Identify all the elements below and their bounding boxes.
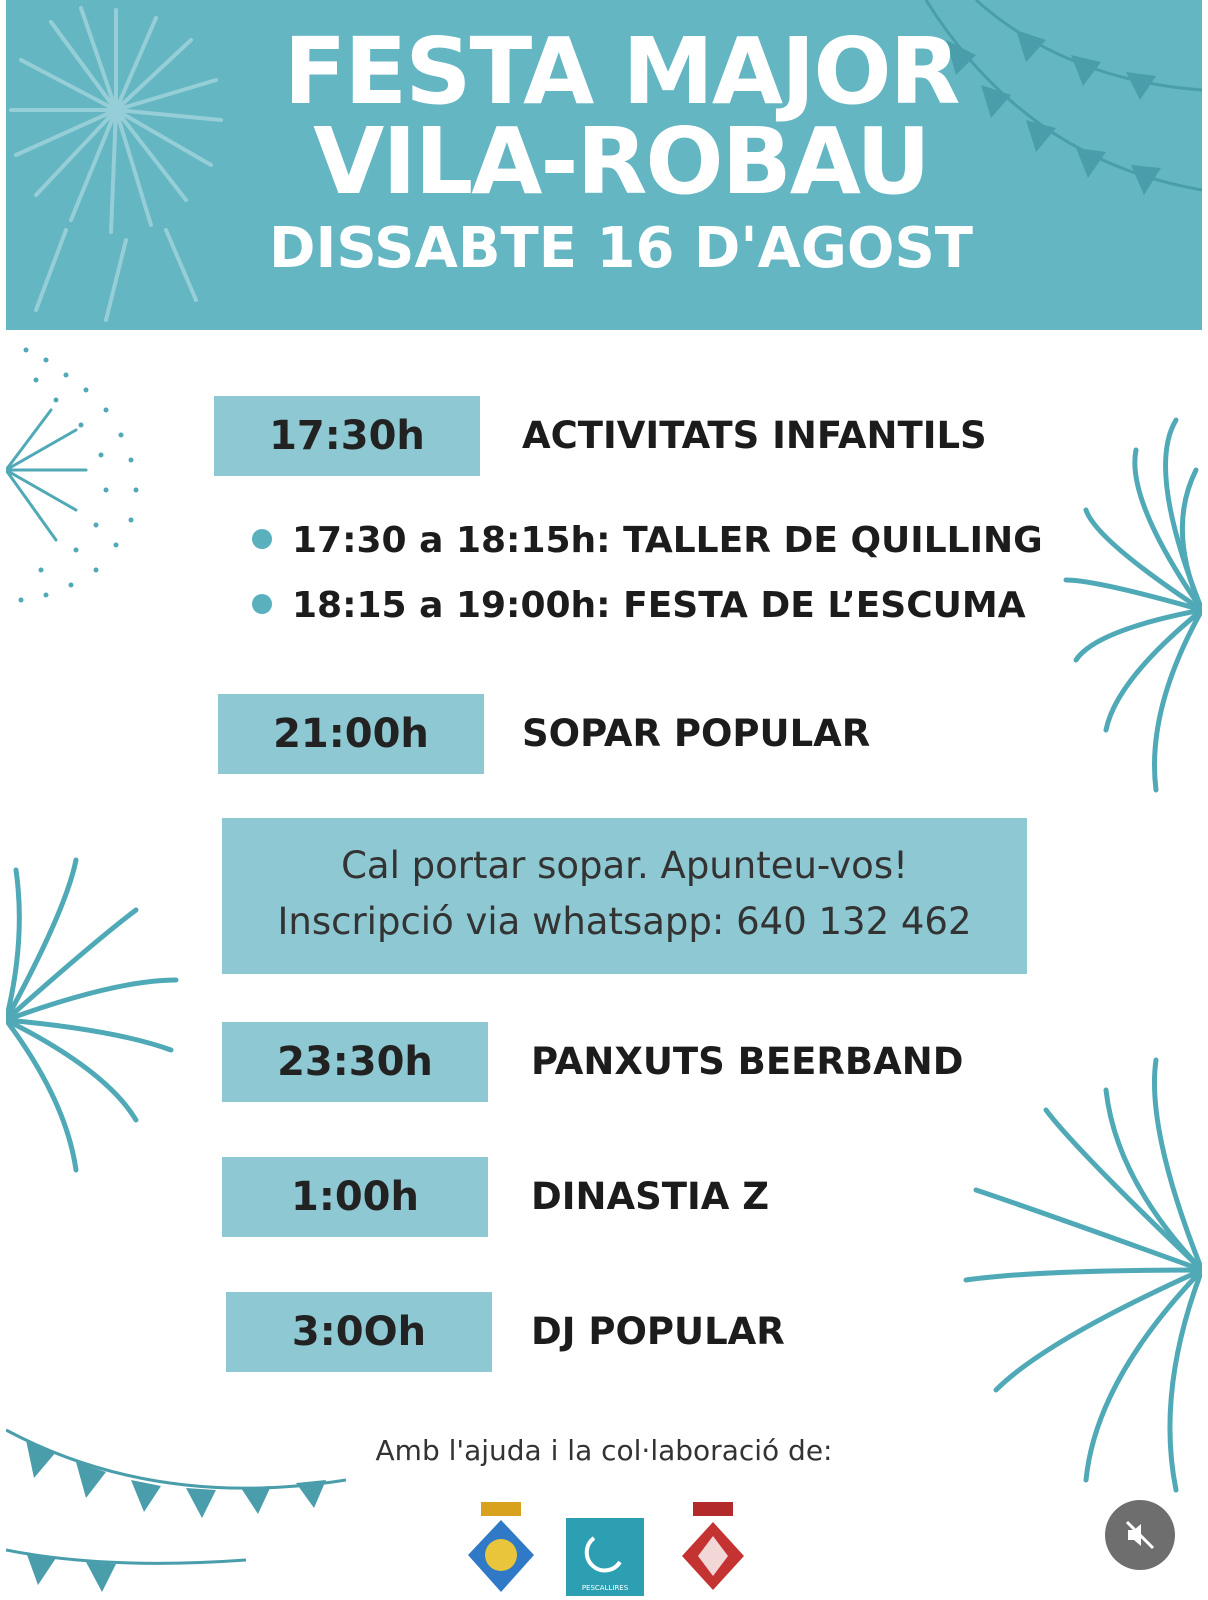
info-line-1: Cal portar sopar. Apunteu-vos!	[341, 844, 908, 887]
mute-button[interactable]	[1105, 1500, 1175, 1570]
activity-label: DJ POPULAR	[531, 1310, 785, 1353]
fishing-club-logo-icon	[566, 1518, 644, 1596]
bunting-icon	[6, 1400, 356, 1600]
sub-activity-text: 18:15 a 19:00h: FESTA DE L’ESCUMA	[292, 585, 1026, 626]
title-line-2: VILA-ROBAU	[313, 108, 929, 215]
poster	[6, 0, 1202, 1600]
coat-of-arms-icon	[678, 1500, 748, 1595]
info-box	[222, 818, 1027, 974]
sub-activity-text: 17:30 a 18:15h: TALLER DE QUILLING	[292, 520, 1043, 561]
coat-of-arms-icon	[466, 1500, 536, 1595]
activity-label: DINASTIA Z	[531, 1175, 770, 1218]
activity-label: PANXUTS BEERBAND	[531, 1040, 964, 1083]
time-box: 21:00h	[218, 694, 484, 774]
firework-icon	[6, 330, 156, 620]
sponsors-caption: Amb l'ajuda i la col·laboració de:	[375, 1434, 833, 1467]
firework-icon	[956, 1050, 1202, 1500]
time-box: 17:30h	[214, 396, 480, 476]
event-date: DISSABTE 16 D'AGOST	[269, 216, 973, 281]
sub-activity-item	[252, 585, 1026, 626]
fishing-club-logo-label: PESCALLIRES	[581, 1584, 629, 1592]
title-line-1: FESTA MAJOR	[283, 18, 959, 125]
bullet-dot-icon	[252, 594, 272, 614]
time-box: 23:30h	[222, 1022, 488, 1102]
activity-label: ACTIVITATS INFANTILS	[522, 414, 987, 457]
bullet-dot-icon	[252, 529, 272, 549]
header-banner	[6, 0, 1202, 330]
activity-label: SOPAR POPULAR	[522, 712, 871, 755]
sub-activity-item	[252, 520, 1043, 561]
firework-icon	[6, 850, 186, 1180]
time-box: 1:00h	[222, 1157, 488, 1237]
mute-icon	[1122, 1517, 1158, 1553]
time-box: 3:0Oh	[226, 1292, 492, 1372]
firework-icon	[1056, 410, 1202, 810]
info-line-2: Inscripció via whatsapp: 640 132 462	[277, 900, 972, 943]
